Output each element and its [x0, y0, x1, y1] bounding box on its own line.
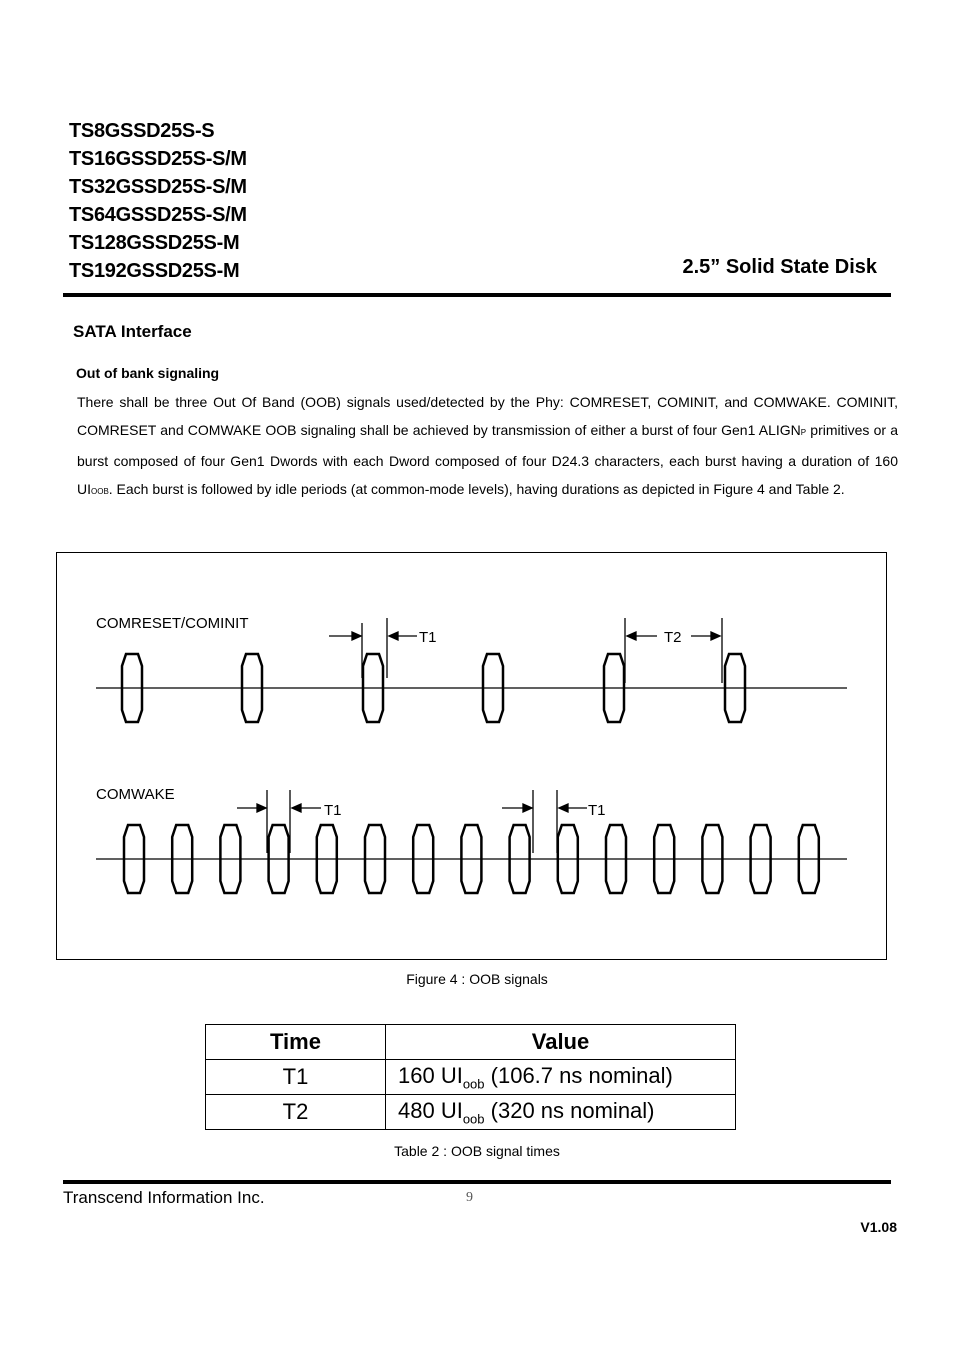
- section-title: SATA Interface: [73, 322, 192, 341]
- arrow-head: [352, 632, 361, 640]
- arrow-head: [559, 804, 568, 812]
- t2-label: T2: [664, 629, 682, 646]
- t1-label: T1: [324, 802, 342, 819]
- arrow-head: [257, 804, 266, 812]
- subheading: Out of bank signaling: [76, 365, 220, 381]
- model-name: TS64GSSD25S-S/M: [69, 204, 247, 226]
- version-label: V1.08: [860, 1219, 897, 1235]
- arrow-head: [523, 804, 532, 812]
- product-title: 2.5” Solid State Disk: [682, 256, 877, 278]
- model-list: [69, 117, 247, 285]
- table-cell: 160 $UI_{oob}$ (106.7 ns nominal): [386, 1060, 736, 1095]
- column-header: Time: [206, 1025, 386, 1060]
- table-cell: 480 $UI_{oob}$ (320 ns nominal): [386, 1095, 736, 1130]
- table-row: [206, 1095, 736, 1130]
- figure-caption: Figure 4 : OOB signals: [406, 971, 548, 987]
- model-name: TS32GSSD25S-S/M: [69, 176, 247, 198]
- arrow-head: [627, 632, 636, 640]
- table-caption: Table 2 : OOB signal times: [394, 1143, 560, 1159]
- table-header-row: [206, 1025, 736, 1060]
- footer-divider: [63, 1180, 891, 1184]
- t1-label: T1: [588, 802, 606, 819]
- table-cell: T2: [206, 1095, 386, 1130]
- table-cell: T1: [206, 1060, 386, 1095]
- arrow-head: [389, 632, 398, 640]
- table-row: [206, 1060, 736, 1095]
- t1-label: T1: [419, 629, 437, 646]
- model-name: TS8GSSD25S-S: [69, 120, 215, 142]
- signal-label-comreset: COMRESET/COMINIT: [96, 615, 249, 632]
- signal-label-comwake: COMWAKE: [96, 786, 175, 803]
- model-name: TS192GSSD25S-M: [69, 260, 240, 282]
- model-name: TS16GSSD25S-S/M: [69, 148, 247, 170]
- oob-timing-table: [205, 1024, 736, 1130]
- arrow-head: [711, 632, 720, 640]
- page-number: 9: [466, 1190, 473, 1205]
- body-paragraph: There shall be three Out Of Band (OOB) signals used/detected by the Phy: COMRESET, COMINIT, and COMWAKE. COMINIT, COMRESET and COMWAKE OOB signaling shall be achieved by transmission of either a burst of four Gen1 ALIGNP primitives or a burst composed of four Gen1 Dwords with each Dword composed of four D24.3 characters, each burst having a duration of 160 UIOOB. Each burst is followed by idle periods (at common-mode levels), having durations as depicted in Figure 4 and Table 2.: [77, 394, 898, 497]
- oob-waveform-diagram: [57, 553, 886, 959]
- model-name: TS128GSSD25S-M: [69, 232, 240, 254]
- arrow-head: [292, 804, 301, 812]
- oob-signal-figure: [56, 552, 887, 960]
- company-name: Transcend Information Inc.: [63, 1188, 265, 1207]
- column-header: Value: [386, 1025, 736, 1060]
- header-divider: [63, 293, 891, 297]
